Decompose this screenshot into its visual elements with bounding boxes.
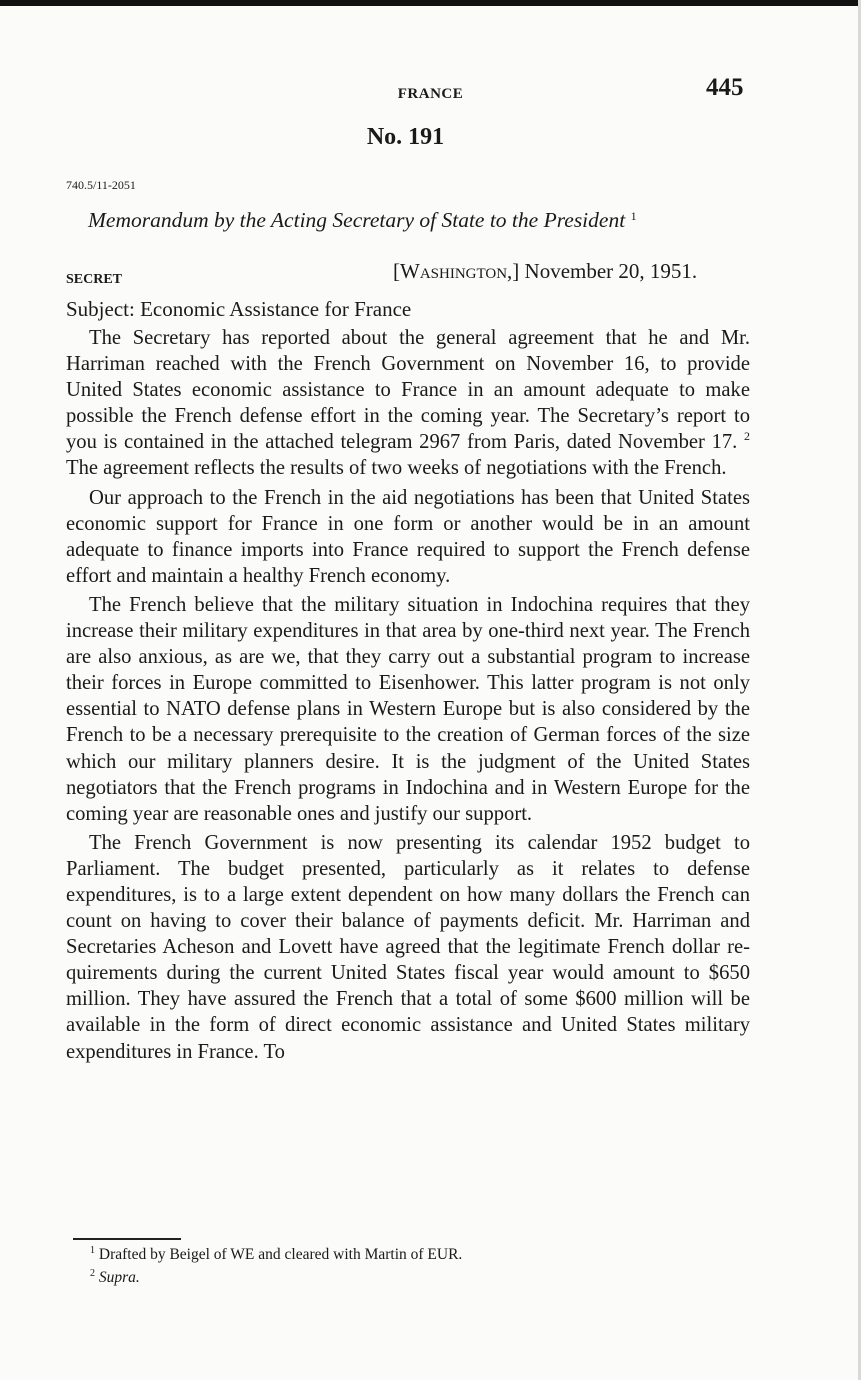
footnote-1-text: Drafted by Beigel of WE and cleared with Martin of EUR.	[95, 1246, 463, 1263]
dateline	[393, 259, 697, 284]
footnote-divider	[73, 1238, 181, 1240]
dateline-place: [Washington,]	[393, 259, 520, 283]
paragraph-1-text-continued: The agreement reflects the results of two weeks of negotiations with the French.	[66, 457, 727, 480]
footnote-2-text: Supra.	[95, 1269, 140, 1286]
document-number: No. 191	[366, 124, 445, 150]
footnote-1	[90, 1245, 462, 1264]
subject-line: Subject: Economic Assistance for France	[66, 297, 412, 321]
memorandum-body	[66, 325, 750, 1068]
footnote-2-mark: 2	[90, 1268, 95, 1279]
classification-label: SECRET	[66, 272, 123, 287]
running-head: FRANCE	[397, 86, 464, 102]
document-title-text: Memorandum by the Acting Secretary of State to the President	[88, 208, 626, 232]
paragraph-3: The French believe that the military situation in Indochina requires that they increase their military expenditures in that area by one-third next year. The French are also anxious, as are we, that they carry out a substantial program to increase their forces in Europe committed to Eisenhower. This latter program is not only essential to NATO defense plans in Western Europe but is also considered by the French to be a necessary prerequisite to the creation of German forces of the size which our military planners desire. It is the judgment of the United States negotiators that the French programs in Indochina and in Western Europe for the coming year are reasonable ones and justify our support.	[66, 593, 750, 825]
paragraph-1-text: The Secretary has reported about the general agreement that he and Mr. Harriman reached with the French Government on November 16, to provide United States economic assistance to France in an amount adequate to make possible the French defense effort in the coming year. The Secretary’s report to you is contained in the attached telegram 2967 from Paris, dated November 17.	[66, 327, 750, 454]
paragraph-1	[66, 325, 750, 482]
paragraph-4: The French Government is now presenting its calendar 1952 budget to Parliament. The budget presented, particularly as it relates to defense expenditures, is to a large extent dependent on how many dollars the French can count on having to cover their balance of payments deficit. Mr. Harriman and Secretaries Acheson and Lovett have agreed that the legitimate French dollar requirements during the current United States fiscal year would amount to $650 million. They have assured the French that a total of some $600 million will be available in the form of direct economic assistance and United States military expenditures in France. To	[66, 831, 750, 1063]
footnote-mark-2: 2	[744, 429, 750, 444]
document-title	[88, 208, 637, 233]
dateline-date: November 20, 1951.	[519, 259, 698, 283]
footnote-mark-1: 1	[630, 209, 637, 223]
paragraph-2: Our approach to the French in the aid negotiations has been that United States economic support for France in one form or another would be in an amount adequate to finance imports into France required to support the French defense effort and maintain a healthy French economy.	[66, 486, 750, 587]
top-border-rule	[0, 0, 861, 6]
file-reference: 740.5/11-2051	[66, 178, 136, 192]
page-number: 445	[706, 74, 744, 101]
footnote-1-mark: 1	[90, 1245, 95, 1256]
footnote-2	[90, 1268, 140, 1287]
